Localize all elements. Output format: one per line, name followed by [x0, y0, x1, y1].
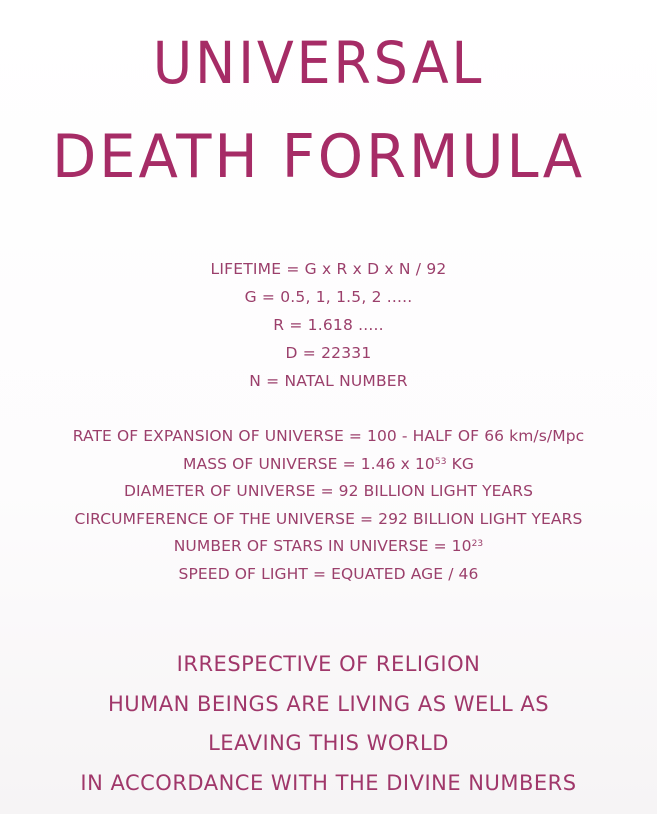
fact-stars	[0, 533, 657, 561]
formula-lifetime: LIFETIME = G x R x D x N / 92	[210, 260, 447, 278]
fact-mass-prefix: MASS OF UNIVERSE = 1.46 x 10	[183, 454, 435, 473]
fact-speed-of-light: SPEED OF LIGHT = EQUATED AGE / 46	[178, 564, 479, 583]
fact-mass-unit: KG	[446, 454, 474, 473]
formula-block	[0, 255, 657, 395]
formula-d: D = 22331	[285, 344, 372, 362]
formula-g: G = 0.5, 1, 1.5, 2 .....	[244, 288, 413, 306]
closing-line-3: LEAVING THIS WORLD	[208, 731, 449, 755]
fact-mass-exponent: 53	[434, 456, 447, 467]
title-line-2: DEATH FORMULA	[51, 122, 586, 192]
fact-stars-exponent: 23	[471, 539, 484, 549]
formula-n: N = NATAL NUMBER	[249, 372, 408, 390]
closing-line-2: HUMAN BEINGS ARE LIVING AS WELL AS	[107, 691, 550, 716]
fact-diameter: DIAMETER OF UNIVERSE = 92 BILLION LIGHT YEARS	[123, 482, 534, 500]
title-line-1: UNIVERSAL	[152, 29, 485, 97]
universe-facts-block	[0, 423, 657, 588]
closing-line-4: IN ACCORDANCE WITH THE DIVINE NUMBERS	[80, 770, 577, 795]
fact-mass	[0, 451, 657, 479]
closing-statement	[0, 645, 657, 803]
fact-expansion-rate: RATE OF EXPANSION OF UNIVERSE = 100 - HALF OF 66 km/s/Mpc	[72, 427, 585, 445]
fact-stars-prefix: NUMBER OF STARS IN UNIVERSE = 10	[173, 537, 472, 555]
fact-circumference: CIRCUMFERENCE OF THE UNIVERSE = 292 BILLION LIGHT YEARS	[74, 509, 583, 528]
closing-line-1: IRRESPECTIVE OF RELIGION	[176, 652, 481, 676]
formula-r: R = 1.618 .....	[273, 316, 384, 334]
